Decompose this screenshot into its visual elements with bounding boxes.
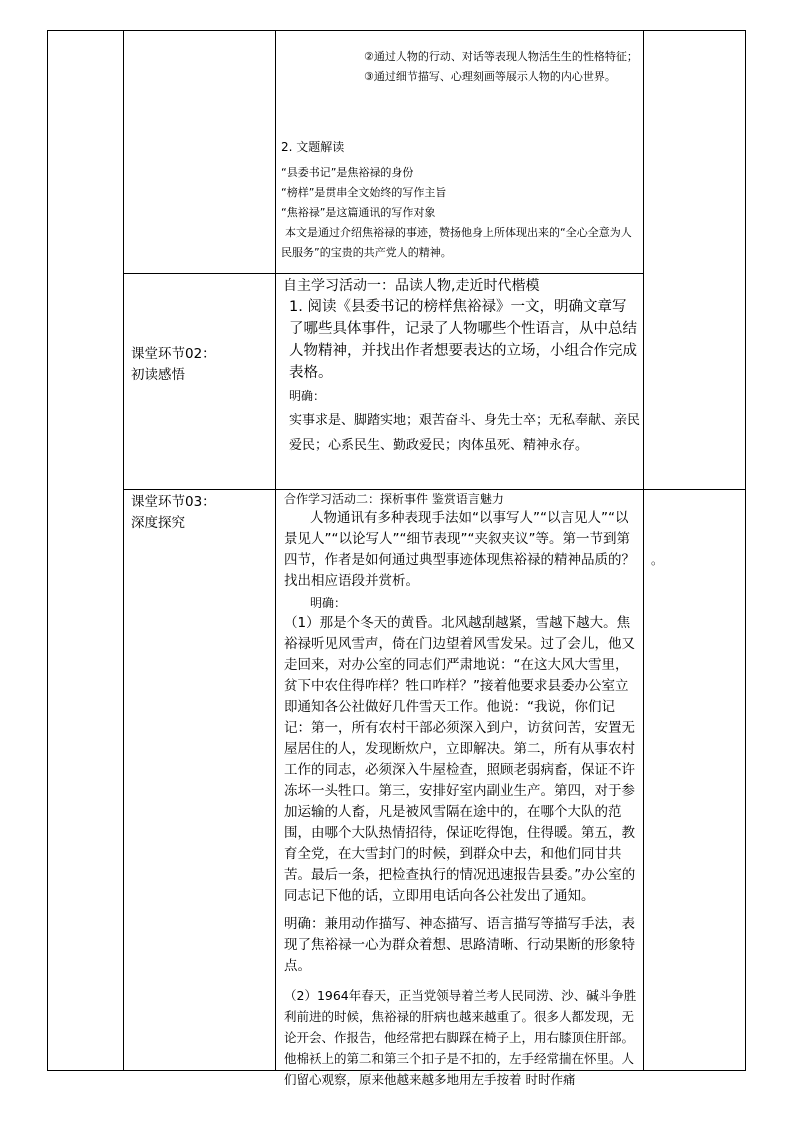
activity-title: 自主学习活动一：品读人物,走近时代楷模 xyxy=(283,278,540,294)
objective-item: ③通过细节描写、心理刻画等展示人物的内心世界。 xyxy=(364,70,616,83)
row3-content xyxy=(284,490,641,1087)
row2-content xyxy=(283,276,640,458)
example-analysis: 明确：兼用动作描写、神态描写、语言描写等描写手法，表现了焦裕禄一心为群众着想、思路清晰、行动果断的形象特点。 xyxy=(284,916,635,974)
right-mark: 。 xyxy=(651,553,664,567)
example-passage: （2）1964年春天，正当党领导着兰考人民同涝、沙、碱斗争胜利前进的时候，焦裕禄的肝病也越来越重了。很多人都发现，无论开会、作报告，他经常把右脚踩在椅子上，用右膝顶住肝部。他棉袄上的第二和第三个扣子是不扣的，左手经常揣在怀里。人们留心观察，原来他越来越多地用左手按着 时时作痛 xyxy=(284,988,637,1087)
analysis-line: “焦裕禄”是这篇通讯的写作对象 xyxy=(281,206,436,219)
objective-item: ②通过人物的行动、对话等表现人物活生生的性格特征； xyxy=(364,50,638,63)
activity-title: 合作学习活动二：探析事件 鉴赏语言魅力 xyxy=(284,492,504,506)
activity-intro: 人物通讯有多种表现手法如“以事写人”“以言见人”“以景见人”“以论写人”“细节表现”“夹叙夹议”等。第一节到第四节，作者是如何通过典型事迹体现焦裕禄的精神品质的？找出相应语段并赏析。 xyxy=(284,510,635,589)
analysis-summary: 本文是通过介绍焦裕禄的事迹，赞扬他身上所体现出来的“全心全意为人民服务”的宝贵的共产党人的精神。 xyxy=(281,226,632,259)
answer-text: 实事求是、脚踏实地；艰苦奋斗、身先士卒；无私奉献、亲民爱民；心系民生、勤政爱民；肉体虽死、精神永存。 xyxy=(289,413,641,453)
answer-label: 明确： xyxy=(310,596,347,610)
activity-task: 1. 阅读《县委书记的榜样焦裕禄》一文，明确文章写了哪些具体事件，记录了人物哪些个性语言，从中总结人物精神，并找出作者想要表达的立场，小组合作完成表格。 xyxy=(289,299,637,381)
example-passage: （1）那是个冬天的黄昏。北风越刮越紧，雪越下越大。焦裕禄听见风雪声，倚在门边望着风雪发呆。过了会儿，他又走回来，对办公室的同志们严肃地说：“在这大风大雪里，贫下中农住得咋样？牲口咋样？”接着他要求县委办公室立即通知各公社做好几件雪天工作。他说：“我说，你们记记：第一，所有农村干部必须深入到户，访贫问苦，安置无屋居住的人，发现断炊户，立即解决。第二，所有从事农村工作的同志，必须深入牛屋检查，照顾老弱病畜，保证不许冻坏一头牲口。第三，安排好室内副业生产。第四，对于参加运输的人畜，凡是被风雪隔在途中的，在哪个大队的范围，由哪个大队热情招待，保证吃得饱，住得暖。第五，教育全党，在大雪封门的时候，到群众中去，和他们同甘共苦。最后一条，把检查执行的情况迅速报告县委。”办公室的同志记下他的话，立即用电话向各公社发出了通知。 xyxy=(284,615,636,904)
section-heading: 2. 文题解读 xyxy=(281,140,345,154)
section-label: 深度探究 xyxy=(131,515,185,531)
analysis-line: “榜样”是贯串全文始终的写作主旨 xyxy=(281,186,447,199)
analysis-line: “县委书记”是焦裕禄的身份 xyxy=(281,166,414,179)
section-label: 初读感悟 xyxy=(131,367,185,383)
answer-label: 明确： xyxy=(289,389,326,403)
title-analysis xyxy=(281,137,636,263)
row2-label xyxy=(131,344,271,386)
section-label: 课堂环节02： xyxy=(131,346,216,362)
section-label: 课堂环节03： xyxy=(131,494,216,510)
objective-list xyxy=(364,47,644,87)
row3-label xyxy=(131,492,271,534)
